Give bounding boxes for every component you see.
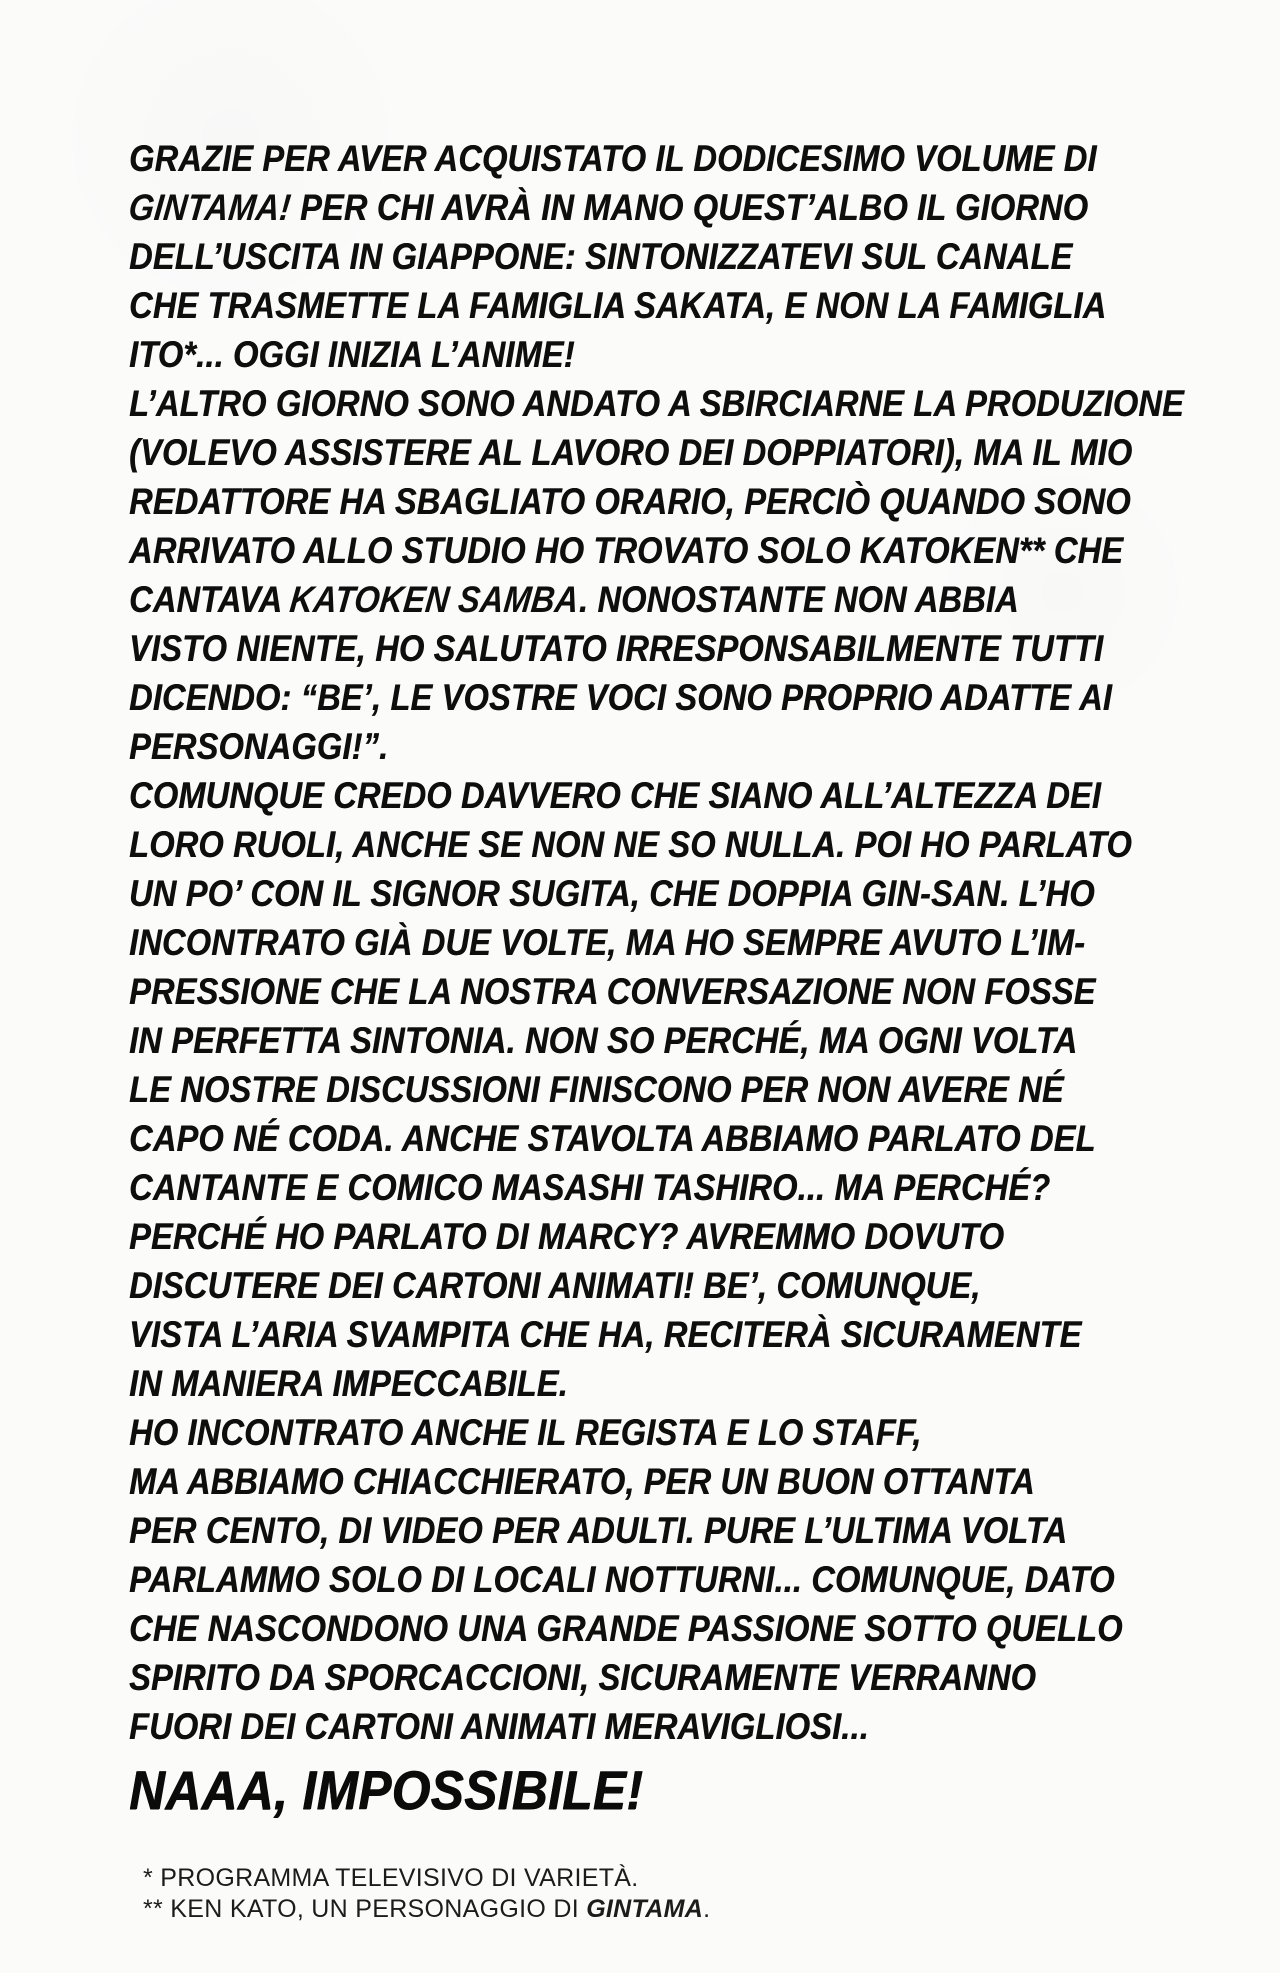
text-segment: SPIRITO DA SPORCACCIONI, SICURAMENTE VERRANNO bbox=[129, 1657, 1037, 1698]
afterword-line bbox=[129, 967, 1115, 1016]
afterword-line bbox=[129, 232, 1115, 281]
text-segment: * PROGRAMMA TELEVISIVO DI VARIETÀ. bbox=[143, 1864, 639, 1892]
afterword-line bbox=[129, 134, 1115, 183]
afterword-line bbox=[129, 526, 1124, 575]
afterword-line bbox=[129, 771, 1115, 820]
footnote-line bbox=[143, 1863, 1250, 1894]
text-segment: ITO*... OGGI INIZIA L’ANIME! bbox=[129, 334, 575, 375]
text-segment: ** KEN KATO, UN PERSONAGGIO DI bbox=[143, 1895, 587, 1923]
text-segment: CANTAVA bbox=[129, 579, 291, 620]
text-segment: VISTA L’ARIA SVAMPITA CHE HA, RECITERÀ SICURAMENTE bbox=[129, 1314, 1082, 1355]
text-segment: . bbox=[703, 1895, 711, 1923]
text-segment: DELL’USCITA IN GIAPPONE: SINTONIZZATEVI SUL CANALE bbox=[129, 236, 1073, 277]
text-segment: L’ALTRO GIORNO SONO ANDATO A SBIRCIARNE LA PRODUZIONE bbox=[129, 383, 1184, 424]
text-segment: CAPO NÉ CODA. ANCHE STAVOLTA ABBIAMO PARLATO DEL bbox=[129, 1118, 1096, 1159]
text-segment: CHE NASCONDONO UNA GRANDE PASSIONE SOTTO QUELLO bbox=[129, 1608, 1123, 1649]
afterword-line bbox=[129, 722, 1115, 771]
text-segment: REDATTORE HA SBAGLIATO ORARIO, PERCIÒ QUANDO SONO bbox=[129, 481, 1131, 522]
text-segment: FUORI DEI CARTONI ANIMATI MERAVIGLIOSI... bbox=[129, 1706, 869, 1747]
text-segment: CHE TRASMETTE LA FAMIGLIA SAKATA, E NON LA FAMIGLIA bbox=[129, 285, 1107, 326]
footnote-line bbox=[143, 1894, 1250, 1925]
afterword-line bbox=[129, 1604, 1123, 1653]
text-segment: VISTO NIENTE, HO SALUTATO IRRESPONSABILMENTE TUTTI bbox=[129, 628, 1104, 669]
afterword-line bbox=[129, 1555, 1115, 1604]
afterword-line bbox=[129, 379, 1184, 428]
afterword-text-block bbox=[126, 134, 1250, 1751]
text-segment: COMUNQUE CREDO DAVVERO CHE SIANO ALL’ALTEZZA DEI bbox=[129, 775, 1102, 816]
afterword-line bbox=[129, 918, 1115, 967]
text-segment: PRESSIONE CHE LA NOSTRA CONVERSAZIONE NON FOSSE bbox=[129, 971, 1096, 1012]
afterword-line bbox=[129, 1261, 1115, 1310]
text-segment: UN PO’ CON IL SIGNOR SUGITA, CHE DOPPIA GIN-SAN. L’HO bbox=[129, 873, 1095, 914]
text-segment: LE NOSTRE DISCUSSIONI FINISCONO PER NON AVERE NÉ bbox=[129, 1069, 1064, 1110]
afterword-line bbox=[129, 330, 1115, 379]
afterword-line bbox=[129, 624, 1115, 673]
text-segment: DICENDO: “BE’, LE VOSTRE VOCI SONO PROPRIO ADATTE AI bbox=[129, 677, 1113, 718]
afterword-line bbox=[129, 281, 1115, 330]
afterword-line bbox=[129, 673, 1115, 722]
afterword-line bbox=[129, 1212, 1115, 1261]
afterword-line bbox=[129, 477, 1131, 526]
text-segment: CANTANTE E COMICO MASASHI TASHIRO... MA PERCHÉ? bbox=[129, 1167, 1051, 1208]
title-reference: KATOKEN SAMBA bbox=[287, 579, 582, 620]
afterword-line bbox=[129, 1653, 1115, 1702]
footnotes-block bbox=[129, 1863, 1250, 1925]
text-segment: PERCHÉ HO PARLATO DI MARCY? AVREMMO DOVUTO bbox=[129, 1216, 1005, 1257]
text-segment: . NONOSTANTE NON ABBIA bbox=[578, 579, 1019, 620]
title-reference: GINTAMA! bbox=[126, 187, 293, 228]
text-segment: ARRIVATO ALLO STUDIO HO TROVATO SOLO KATOKEN** CHE bbox=[129, 530, 1124, 571]
afterword-line bbox=[129, 1114, 1115, 1163]
afterword-line bbox=[129, 1310, 1115, 1359]
afterword-line bbox=[129, 428, 1133, 477]
text-segment: PERSONAGGI!”. bbox=[129, 726, 389, 767]
text-segment: INCONTRATO GIÀ DUE VOLTE, MA HO SEMPRE AVUTO L’IM- bbox=[129, 922, 1086, 963]
text-segment: DISCUTERE DEI CARTONI ANIMATI! BE’, COMUNQUE, bbox=[129, 1265, 981, 1306]
title-reference: GINTAMA bbox=[586, 1895, 704, 1923]
afterword-line bbox=[129, 1016, 1115, 1065]
text-segment: LORO RUOLI, ANCHE SE NON NE SO NULLA. POI HO PARLATO bbox=[129, 824, 1132, 865]
text-segment: PER CHI AVRÀ IN MANO QUEST’ALBO IL GIORNO bbox=[290, 187, 1089, 228]
text-segment: IN MANIERA IMPECCABILE. bbox=[129, 1363, 568, 1404]
text-segment: MA ABBIAMO CHIACCHIERATO, PER UN BUON OTTANTA bbox=[129, 1461, 1035, 1502]
afterword-line bbox=[129, 1506, 1115, 1555]
afterword-line bbox=[129, 1359, 1115, 1408]
afterword-line bbox=[129, 575, 1115, 624]
text-segment: (VOLEVO ASSISTERE AL LAVORO DEI DOPPIATORI), MA IL MIO bbox=[129, 432, 1133, 473]
text-segment: HO INCONTRATO ANCHE IL REGISTA E LO STAFF, bbox=[129, 1412, 922, 1453]
afterword-line bbox=[129, 869, 1115, 918]
afterword-line bbox=[129, 1065, 1115, 1114]
afterword-line bbox=[129, 1457, 1115, 1506]
afterword-line bbox=[129, 1408, 1115, 1457]
text-segment: PARLAMMO SOLO DI LOCALI NOTTURNI... COMUNQUE, DATO bbox=[129, 1559, 1115, 1600]
afterword-line bbox=[126, 183, 1115, 232]
afterword-line bbox=[129, 1163, 1115, 1212]
closing-exclamation: NAAA, IMPOSSIBILE! bbox=[129, 1759, 644, 1821]
text-segment: GRAZIE PER AVER ACQUISTATO IL DODICESIMO VOLUME DI bbox=[129, 138, 1097, 179]
afterword-line bbox=[129, 820, 1132, 869]
afterword-line bbox=[129, 1702, 1115, 1751]
text-segment: PER CENTO, DI VIDEO PER ADULTI. PURE L’ULTIMA VOLTA bbox=[129, 1510, 1068, 1551]
text-segment: IN PERFETTA SINTONIA. NON SO PERCHÉ, MA OGNI VOLTA bbox=[129, 1020, 1078, 1061]
